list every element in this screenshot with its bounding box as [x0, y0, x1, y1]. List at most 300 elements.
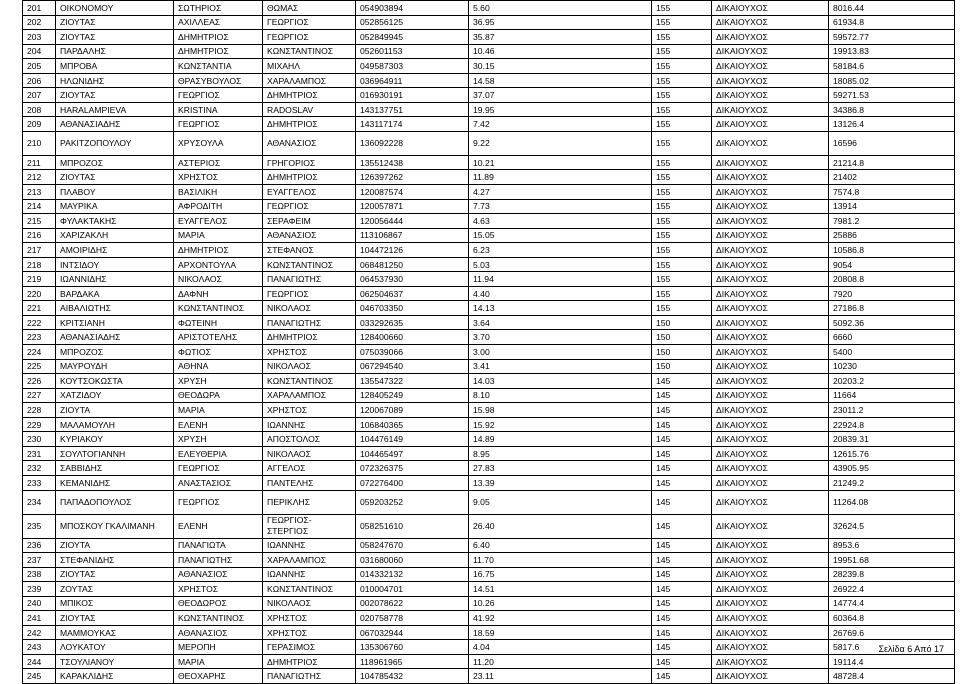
cell-amount: 20839.31 [829, 432, 955, 447]
cell-father-name: ΑΘΑΝΑΣΙΟΣ [263, 228, 356, 243]
cell-row-number: 232 [23, 461, 56, 476]
cell-status: ΔΙΚΑΙΟΥΧΟΣ [712, 553, 829, 568]
cell-surname: ΚΡΙΤΣΙΑΝΗ [56, 315, 174, 330]
cell-tax-id: 016930191 [356, 88, 469, 103]
cell-amount: 7981.2 [829, 214, 955, 229]
cell-tax-id: 143117174 [356, 117, 469, 132]
cell-status: ΔΙΚΑΙΟΥΧΟΣ [712, 611, 829, 626]
table-row [23, 567, 955, 582]
cell-status: ΔΙΚΑΙΟΥΧΟΣ [712, 596, 829, 611]
table-row [23, 582, 955, 597]
cell-row-number: 238 [23, 567, 56, 582]
cell-amount: 8016.44 [829, 1, 955, 16]
cell-status: ΔΙΚΑΙΟΥΧΟΣ [712, 345, 829, 360]
cell-status: ΔΙΚΑΙΟΥΧΟΣ [712, 490, 829, 514]
cell-amount: 19951.68 [829, 553, 955, 568]
cell-father-name: ΝΙΚΟΛΑΟΣ [263, 359, 356, 374]
cell-father-name: ΔΗΜΗΤΡΙΟΣ [263, 654, 356, 669]
table-row [23, 131, 955, 155]
cell-area: 5.03 [469, 257, 652, 272]
cell-row-number: 202 [23, 15, 56, 30]
cell-tax-id: 128400660 [356, 330, 469, 345]
cell-surname: ΑΜΟΙΡΙΔΗΣ [56, 243, 174, 258]
cell-tax-id: 136092228 [356, 131, 469, 155]
cell-father-name: ΧΑΡΑΛΑΜΠΟΣ [263, 73, 356, 88]
cell-row-number: 219 [23, 272, 56, 287]
cell-tax-id: 104465497 [356, 446, 469, 461]
cell-area: 30.15 [469, 59, 652, 74]
cell-status: ΔΙΚΑΙΟΥΧΟΣ [712, 374, 829, 389]
cell-surname: ΣΤΕΦΑΝΙΔΗΣ [56, 553, 174, 568]
cell-status: ΔΙΚΑΙΟΥΧΟΣ [712, 669, 829, 684]
cell-first-name: ΑΦΡΟΔΙΤΗ [174, 199, 263, 214]
cell-tax-id: 075039066 [356, 345, 469, 360]
cell-rate: 145 [652, 514, 712, 538]
table-row [23, 388, 955, 403]
cell-father-name: ΠΑΝΑΓΙΩΤΗΣ [263, 669, 356, 684]
cell-amount: 21249.2 [829, 475, 955, 490]
cell-rate: 155 [652, 1, 712, 16]
cell-row-number: 211 [23, 155, 56, 170]
cell-area: 27.83 [469, 461, 652, 476]
cell-amount: 21402 [829, 170, 955, 185]
cell-area: 10.21 [469, 155, 652, 170]
cell-area: 11.70 [469, 553, 652, 568]
cell-amount: 7920 [829, 286, 955, 301]
cell-area: 13.39 [469, 475, 652, 490]
cell-area: 11.20 [469, 654, 652, 669]
cell-tax-id: 064537930 [356, 272, 469, 287]
cell-rate: 155 [652, 272, 712, 287]
cell-area: 3.64 [469, 315, 652, 330]
cell-first-name: KRISTINA [174, 102, 263, 117]
cell-tax-id: 049587303 [356, 59, 469, 74]
cell-area: 41.92 [469, 611, 652, 626]
cell-row-number: 207 [23, 88, 56, 103]
cell-status: ΔΙΚΑΙΟΥΧΟΣ [712, 403, 829, 418]
cell-amount: 10230 [829, 359, 955, 374]
table-row [23, 15, 955, 30]
cell-row-number: 216 [23, 228, 56, 243]
cell-status: ΔΙΚΑΙΟΥΧΟΣ [712, 654, 829, 669]
cell-surname: HARALAMPIEVA [56, 102, 174, 117]
cell-area: 8.10 [469, 388, 652, 403]
cell-amount: 5092.36 [829, 315, 955, 330]
cell-row-number: 221 [23, 301, 56, 316]
cell-area: 11.89 [469, 170, 652, 185]
table-row [23, 286, 955, 301]
cell-status: ΔΙΚΑΙΟΥΧΟΣ [712, 446, 829, 461]
cell-tax-id: 036964911 [356, 73, 469, 88]
cell-amount: 22924.8 [829, 417, 955, 432]
cell-surname: ΑΙΒΑΛΙΩΤΗΣ [56, 301, 174, 316]
cell-tax-id: 126397262 [356, 170, 469, 185]
cell-rate: 145 [652, 567, 712, 582]
cell-row-number: 203 [23, 30, 56, 45]
cell-area: 10.46 [469, 44, 652, 59]
table-row [23, 185, 955, 200]
cell-rate: 145 [652, 490, 712, 514]
table-row [23, 73, 955, 88]
cell-surname: ΑΘΑΝΑΣΙΑΔΗΣ [56, 117, 174, 132]
cell-status: ΔΙΚΑΙΟΥΧΟΣ [712, 567, 829, 582]
cell-area: 7.42 [469, 117, 652, 132]
cell-status: ΔΙΚΑΙΟΥΧΟΣ [712, 315, 829, 330]
cell-rate: 150 [652, 345, 712, 360]
cell-surname: ΖΙΟΥΤΑΣ [56, 567, 174, 582]
table-row [23, 611, 955, 626]
table-row [23, 403, 955, 418]
cell-status: ΔΙΚΑΙΟΥΧΟΣ [712, 88, 829, 103]
cell-amount: 11664 [829, 388, 955, 403]
cell-first-name: ΕΛΕΥΘΕΡΙΑ [174, 446, 263, 461]
cell-tax-id: 031680060 [356, 553, 469, 568]
table-row [23, 417, 955, 432]
beneficiaries-table [22, 0, 955, 684]
cell-row-number: 237 [23, 553, 56, 568]
cell-tax-id: 067294540 [356, 359, 469, 374]
cell-area: 5.60 [469, 1, 652, 16]
cell-first-name: ΠΑΝΑΓΙΩΤΑ [174, 538, 263, 553]
cell-area: 6.23 [469, 243, 652, 258]
cell-father-name: ΓΕΩΡΓΙΟΣ-ΣΤΕΡΓΙΟΣ [263, 514, 356, 538]
cell-area: 15.92 [469, 417, 652, 432]
cell-tax-id: 113106867 [356, 228, 469, 243]
cell-tax-id: 104785432 [356, 669, 469, 684]
cell-status: ΔΙΚΑΙΟΥΧΟΣ [712, 170, 829, 185]
table-row [23, 44, 955, 59]
cell-father-name: ΚΩΝΣΤΑΝΤΙΝΟΣ [263, 44, 356, 59]
cell-tax-id: 118961965 [356, 654, 469, 669]
cell-surname: ΙΩΑΝΝΙΔΗΣ [56, 272, 174, 287]
cell-amount: 26769.6 [829, 625, 955, 640]
cell-father-name: ΚΩΝΣΤΑΝΤΙΝΟΣ [263, 582, 356, 597]
cell-surname: ΚΑΡΑΚΛΙΔΗΣ [56, 669, 174, 684]
cell-father-name: ΝΙΚΟΛΑΟΣ [263, 446, 356, 461]
table-row [23, 315, 955, 330]
cell-first-name: ΓΕΩΡΓΙΟΣ [174, 461, 263, 476]
table-body [23, 1, 955, 684]
table-row [23, 199, 955, 214]
cell-row-number: 208 [23, 102, 56, 117]
cell-rate: 155 [652, 228, 712, 243]
cell-area: 11.94 [469, 272, 652, 287]
cell-father-name: ΕΥΑΓΓΕΛΟΣ [263, 185, 356, 200]
cell-amount: 18085.02 [829, 73, 955, 88]
cell-first-name: ΑΘΑΝΑΣΙΟΣ [174, 567, 263, 582]
cell-row-number: 231 [23, 446, 56, 461]
cell-first-name: ΔΗΜΗΤΡΙΟΣ [174, 30, 263, 45]
cell-surname: ΚΟΥΤΣΟΚΩΣΤΑ [56, 374, 174, 389]
cell-father-name: ΚΩΝΣΤΑΝΤΙΝΟΣ [263, 257, 356, 272]
cell-area: 14.51 [469, 582, 652, 597]
table-row [23, 330, 955, 345]
cell-father-name: ΣΕΡΑΦΕΙΜ [263, 214, 356, 229]
cell-tax-id: 020758778 [356, 611, 469, 626]
cell-amount: 59572.77 [829, 30, 955, 45]
cell-tax-id: 072326375 [356, 461, 469, 476]
cell-father-name: ΙΩΑΝΝΗΣ [263, 417, 356, 432]
table-row [23, 640, 955, 655]
cell-amount: 58184.6 [829, 59, 955, 74]
cell-first-name: ΕΛΕΝΗ [174, 417, 263, 432]
cell-status: ΔΙΚΑΙΟΥΧΟΣ [712, 625, 829, 640]
cell-amount: 20808.8 [829, 272, 955, 287]
cell-area: 14.89 [469, 432, 652, 447]
cell-status: ΔΙΚΑΙΟΥΧΟΣ [712, 102, 829, 117]
table-row [23, 669, 955, 684]
cell-rate: 155 [652, 73, 712, 88]
cell-rate: 155 [652, 257, 712, 272]
cell-first-name: ΔΗΜΗΤΡΙΟΣ [174, 243, 263, 258]
cell-status: ΔΙΚΑΙΟΥΧΟΣ [712, 73, 829, 88]
cell-rate: 145 [652, 417, 712, 432]
cell-row-number: 240 [23, 596, 56, 611]
cell-father-name: ΔΗΜΗΤΡΙΟΣ [263, 88, 356, 103]
cell-first-name: ΧΡΗΣΤΟΣ [174, 170, 263, 185]
table-row [23, 1, 955, 16]
cell-father-name: ΙΩΑΝΝΗΣ [263, 538, 356, 553]
cell-rate: 150 [652, 315, 712, 330]
cell-area: 14.58 [469, 73, 652, 88]
cell-status: ΔΙΚΑΙΟΥΧΟΣ [712, 359, 829, 374]
cell-rate: 145 [652, 611, 712, 626]
cell-tax-id: 067032944 [356, 625, 469, 640]
cell-rate: 155 [652, 117, 712, 132]
table-row [23, 432, 955, 447]
cell-rate: 155 [652, 286, 712, 301]
cell-row-number: 225 [23, 359, 56, 374]
cell-surname: ΡΑΚΙΤΖΟΠΟΥΛΟΥ [56, 131, 174, 155]
cell-surname: ΠΑΡΔΑΛΗΣ [56, 44, 174, 59]
cell-row-number: 222 [23, 315, 56, 330]
cell-area: 4.40 [469, 286, 652, 301]
cell-amount: 61934.8 [829, 15, 955, 30]
cell-amount: 5400 [829, 345, 955, 360]
cell-rate: 155 [652, 131, 712, 155]
cell-father-name: ΧΡΗΣΤΟΣ [263, 625, 356, 640]
cell-tax-id: 120087574 [356, 185, 469, 200]
cell-amount: 23011.2 [829, 403, 955, 418]
cell-surname: ΧΑΤΖΙΔΟΥ [56, 388, 174, 403]
cell-surname: ΜΠΡΟΖΟΣ [56, 155, 174, 170]
cell-rate: 150 [652, 330, 712, 345]
cell-row-number: 243 [23, 640, 56, 655]
cell-surname: ΤΣΟΥΛΙΑΝΟΥ [56, 654, 174, 669]
table-row [23, 59, 955, 74]
cell-first-name: ΚΩΝΣΤΑΝΤΙΑ [174, 59, 263, 74]
cell-father-name: ΧΡΗΣΤΟΣ [263, 345, 356, 360]
cell-surname: ΚΕΜΑΝΙΔΗΣ [56, 475, 174, 490]
cell-father-name: ΑΘΑΝΑΣΙΟΣ [263, 131, 356, 155]
table-row [23, 345, 955, 360]
table-row [23, 374, 955, 389]
cell-father-name: ΔΗΜΗΤΡΙΟΣ [263, 170, 356, 185]
cell-first-name: ΧΡΥΣΗ [174, 374, 263, 389]
cell-row-number: 224 [23, 345, 56, 360]
cell-tax-id: 120067089 [356, 403, 469, 418]
table-row [23, 117, 955, 132]
cell-first-name: ΑΘΗΝΑ [174, 359, 263, 374]
cell-area: 3.41 [469, 359, 652, 374]
cell-first-name: ΧΡΥΣΟΥΛΑ [174, 131, 263, 155]
cell-row-number: 204 [23, 44, 56, 59]
cell-first-name: ΜΑΡΙΑ [174, 654, 263, 669]
cell-first-name: ΧΡΥΣΗ [174, 432, 263, 447]
cell-area: 15.98 [469, 403, 652, 418]
cell-amount: 14774.4 [829, 596, 955, 611]
cell-first-name: ΚΩΝΣΤΑΝΤΙΝΟΣ [174, 611, 263, 626]
cell-father-name: ΓΕΩΡΓΙΟΣ [263, 15, 356, 30]
cell-amount: 34386.8 [829, 102, 955, 117]
cell-area: 9.22 [469, 131, 652, 155]
cell-first-name: ΓΕΩΡΓΙΟΣ [174, 490, 263, 514]
cell-area: 36.95 [469, 15, 652, 30]
cell-father-name: RADOSLAV [263, 102, 356, 117]
cell-amount: 59271.53 [829, 88, 955, 103]
cell-row-number: 236 [23, 538, 56, 553]
cell-status: ΔΙΚΑΙΟΥΧΟΣ [712, 475, 829, 490]
cell-rate: 155 [652, 214, 712, 229]
cell-area: 4.63 [469, 214, 652, 229]
cell-row-number: 233 [23, 475, 56, 490]
cell-status: ΔΙΚΑΙΟΥΧΟΣ [712, 228, 829, 243]
cell-row-number: 226 [23, 374, 56, 389]
cell-father-name: ΑΓΓΕΛΟΣ [263, 461, 356, 476]
cell-surname: ΖΟΥΤΑΣ [56, 582, 174, 597]
cell-area: 3.00 [469, 345, 652, 360]
cell-tax-id: 072276400 [356, 475, 469, 490]
cell-row-number: 241 [23, 611, 56, 626]
cell-rate: 155 [652, 199, 712, 214]
cell-area: 23.11 [469, 669, 652, 684]
cell-first-name: ΑΝΑΣΤΑΣΙΟΣ [174, 475, 263, 490]
cell-tax-id: 135512438 [356, 155, 469, 170]
cell-tax-id: 135306760 [356, 640, 469, 655]
cell-first-name: ΒΑΣΙΛΙΚΗ [174, 185, 263, 200]
cell-father-name: ΧΡΗΣΤΟΣ [263, 611, 356, 626]
cell-rate: 145 [652, 625, 712, 640]
cell-status: ΔΙΚΑΙΟΥΧΟΣ [712, 117, 829, 132]
cell-rate: 145 [652, 388, 712, 403]
cell-father-name: ΠΑΝΑΓΙΩΤΗΣ [263, 315, 356, 330]
cell-tax-id: 052601153 [356, 44, 469, 59]
table-row [23, 102, 955, 117]
cell-amount: 8953.6 [829, 538, 955, 553]
table-row [23, 301, 955, 316]
cell-surname: ΜΠΟΣΚΟΥ ΓΚΑΛΙΜΑΝΗ [56, 514, 174, 538]
cell-row-number: 239 [23, 582, 56, 597]
cell-row-number: 234 [23, 490, 56, 514]
cell-amount: 28239.8 [829, 567, 955, 582]
cell-row-number: 210 [23, 131, 56, 155]
cell-surname: ΛΟΥΚΑΤΟΥ [56, 640, 174, 655]
cell-area: 26.40 [469, 514, 652, 538]
cell-status: ΔΙΚΑΙΟΥΧΟΣ [712, 417, 829, 432]
cell-tax-id: 058251610 [356, 514, 469, 538]
cell-status: ΔΙΚΑΙΟΥΧΟΣ [712, 243, 829, 258]
table-row [23, 257, 955, 272]
cell-surname: ΙΝΤΣΙΔΟΥ [56, 257, 174, 272]
cell-surname: ΜΠΙΚΟΣ [56, 596, 174, 611]
cell-first-name: ΑΡΙΣΤΟΤΕΛΗΣ [174, 330, 263, 345]
cell-first-name: ΑΧΙΛΛΕΑΣ [174, 15, 263, 30]
table-row [23, 461, 955, 476]
cell-father-name: ΧΑΡΑΛΑΜΠΟΣ [263, 553, 356, 568]
cell-surname: ΖΙΟΥΤΑ [56, 403, 174, 418]
cell-row-number: 201 [23, 1, 56, 16]
cell-first-name: ΜΑΡΙΑ [174, 228, 263, 243]
cell-rate: 150 [652, 359, 712, 374]
cell-rate: 145 [652, 538, 712, 553]
cell-tax-id: 052849945 [356, 30, 469, 45]
table-row [23, 214, 955, 229]
cell-amount: 6660 [829, 330, 955, 345]
cell-amount: 21214.8 [829, 155, 955, 170]
cell-tax-id: 010004701 [356, 582, 469, 597]
cell-row-number: 218 [23, 257, 56, 272]
cell-area: 7.73 [469, 199, 652, 214]
cell-surname: ΟΙΚΟΝΟΜΟΥ [56, 1, 174, 16]
cell-area: 4.27 [469, 185, 652, 200]
cell-father-name: ΓΕΩΡΓΙΟΣ [263, 199, 356, 214]
cell-row-number: 227 [23, 388, 56, 403]
cell-father-name: ΝΙΚΟΛΑΟΣ [263, 301, 356, 316]
cell-first-name: ΘΕΟΔΩΡΑ [174, 388, 263, 403]
cell-first-name: ΣΩΤΗΡΙΟΣ [174, 1, 263, 16]
cell-surname: ΠΛΑΒΟΥ [56, 185, 174, 200]
cell-row-number: 235 [23, 514, 56, 538]
cell-father-name: ΜΙΧΑΗΛ [263, 59, 356, 74]
cell-rate: 145 [652, 640, 712, 655]
cell-amount: 20203.2 [829, 374, 955, 389]
cell-amount: 32624.5 [829, 514, 955, 538]
cell-row-number: 242 [23, 625, 56, 640]
cell-first-name: ΔΑΦΝΗ [174, 286, 263, 301]
cell-tax-id: 068481250 [356, 257, 469, 272]
cell-first-name: ΘΕΟΔΩΡΟΣ [174, 596, 263, 611]
cell-father-name: ΔΗΜΗΤΡΙΟΣ [263, 117, 356, 132]
cell-amount: 25886 [829, 228, 955, 243]
cell-first-name: ΘΕΟΧΑΡΗΣ [174, 669, 263, 684]
cell-surname: ΜΑΥΡΙΚΑ [56, 199, 174, 214]
cell-area: 37.07 [469, 88, 652, 103]
cell-rate: 155 [652, 15, 712, 30]
cell-first-name: ΝΙΚΟΛΑΟΣ [174, 272, 263, 287]
cell-status: ΔΙΚΑΙΟΥΧΟΣ [712, 582, 829, 597]
cell-rate: 145 [652, 374, 712, 389]
cell-surname: ΣΟΥΛΤΟΓΙΑΝΝΗ [56, 446, 174, 461]
cell-first-name: ΓΕΩΡΓΙΟΣ [174, 117, 263, 132]
cell-area: 18.59 [469, 625, 652, 640]
cell-surname: ΒΑΡΔΑΚΑ [56, 286, 174, 301]
cell-father-name: ΧΡΗΣΤΟΣ [263, 403, 356, 418]
cell-amount: 7574.8 [829, 185, 955, 200]
cell-first-name: ΠΑΝΑΓΙΩΤΗΣ [174, 553, 263, 568]
cell-surname: ΜΠΡΟΒΑ [56, 59, 174, 74]
cell-rate: 155 [652, 185, 712, 200]
cell-row-number: 220 [23, 286, 56, 301]
cell-status: ΔΙΚΑΙΟΥΧΟΣ [712, 257, 829, 272]
cell-row-number: 244 [23, 654, 56, 669]
cell-status: ΔΙΚΑΙΟΥΧΟΣ [712, 640, 829, 655]
cell-area: 19.95 [469, 102, 652, 117]
table-row [23, 446, 955, 461]
cell-amount: 43905.95 [829, 461, 955, 476]
cell-father-name: ΣΤΕΦΑΝΟΣ [263, 243, 356, 258]
cell-row-number: 213 [23, 185, 56, 200]
cell-amount: 11264.08 [829, 490, 955, 514]
